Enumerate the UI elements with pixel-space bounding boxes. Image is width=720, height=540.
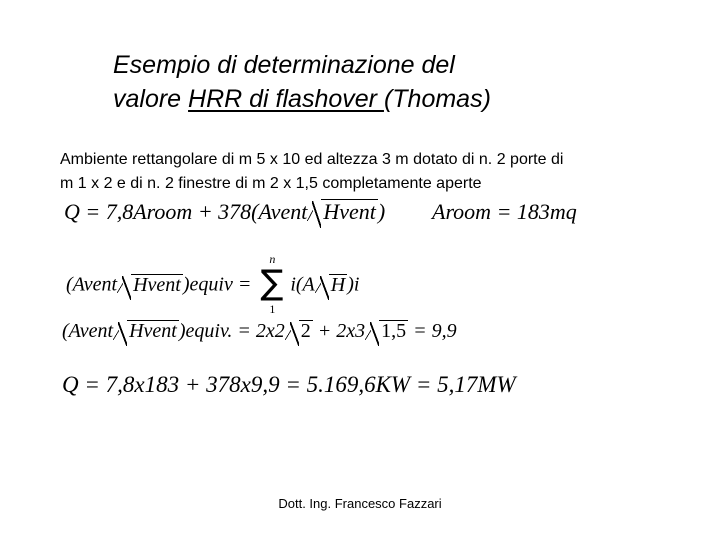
eq3-rhs: = 9,9 [408,320,457,342]
eq1b-aroom: Aroom [432,199,492,224]
equation-final-result [62,372,516,398]
eq3-rad2: 1,5 [381,320,407,342]
eq1b-rhs: = 183mq [491,199,577,224]
eq4-text: Q = 7,8x183 + 378x9,9 = 5.169,6KW = 5,17MW [62,372,516,397]
eq1-avent: Avent [258,199,308,224]
eq1-aroom: Aroom [133,199,193,224]
eq2-close: )equiv = [182,273,257,296]
problem-line-1: Ambiente rettangolare di m 5 x 10 ed altezza 3 m dotato di n. 2 porte di [60,151,564,168]
sqrt-symbol [307,199,378,225]
sqrt-symbol [117,274,183,297]
title-line-1: Esempio di determinazione del [113,51,455,79]
problem-line-2: m 1 x 2 e di n. 2 finestre di m 2 x 1,5 completamente aperte [60,175,482,192]
eq3-open: (Avent [62,320,114,342]
eq3-rad1: 2 [300,320,311,342]
eq2-term-post: )i [347,273,360,296]
eq3-radicand: Hvent [129,320,177,342]
eq3-close: )equiv. = 2x2 [178,320,285,342]
author-footer: Dott. Ing. Francesco Fazzari [278,496,442,511]
eq1-radicand: Hvent [323,199,376,224]
eq1-mid: + 378( [192,199,259,224]
eq2-radicand: Hvent [133,273,181,296]
equation-equivalent-computed [62,320,457,343]
eq1-lhs: Q = 7,8 [64,199,134,224]
eq2-term-radicand: H [330,273,346,296]
equation-aroom-value [432,199,577,225]
slide-title [113,48,633,116]
sum-upper-limit: n [269,252,276,266]
sqrt-symbol [113,320,179,343]
summation-symbol: n ∑ 1 [260,252,284,316]
eq1-close: ) [377,199,386,224]
sqrt-symbol [365,320,408,343]
problem-statement [60,148,700,196]
eq2-open: (Avent [66,273,118,296]
title-line-2-pre: valore [113,85,189,113]
eq2-term-pre: i(A [290,273,315,296]
sum-lower-limit: 1 [269,302,276,316]
title-line-2-underlined: HRR di flashover [188,85,384,113]
sqrt-symbol [315,274,347,297]
equation-equivalent-opening [66,252,360,316]
eq3-mid: + 2x3 [312,320,366,342]
title-line-2-post: (Thomas) [383,85,491,113]
equation-hrr-formula [64,199,385,225]
sqrt-symbol [285,320,313,343]
